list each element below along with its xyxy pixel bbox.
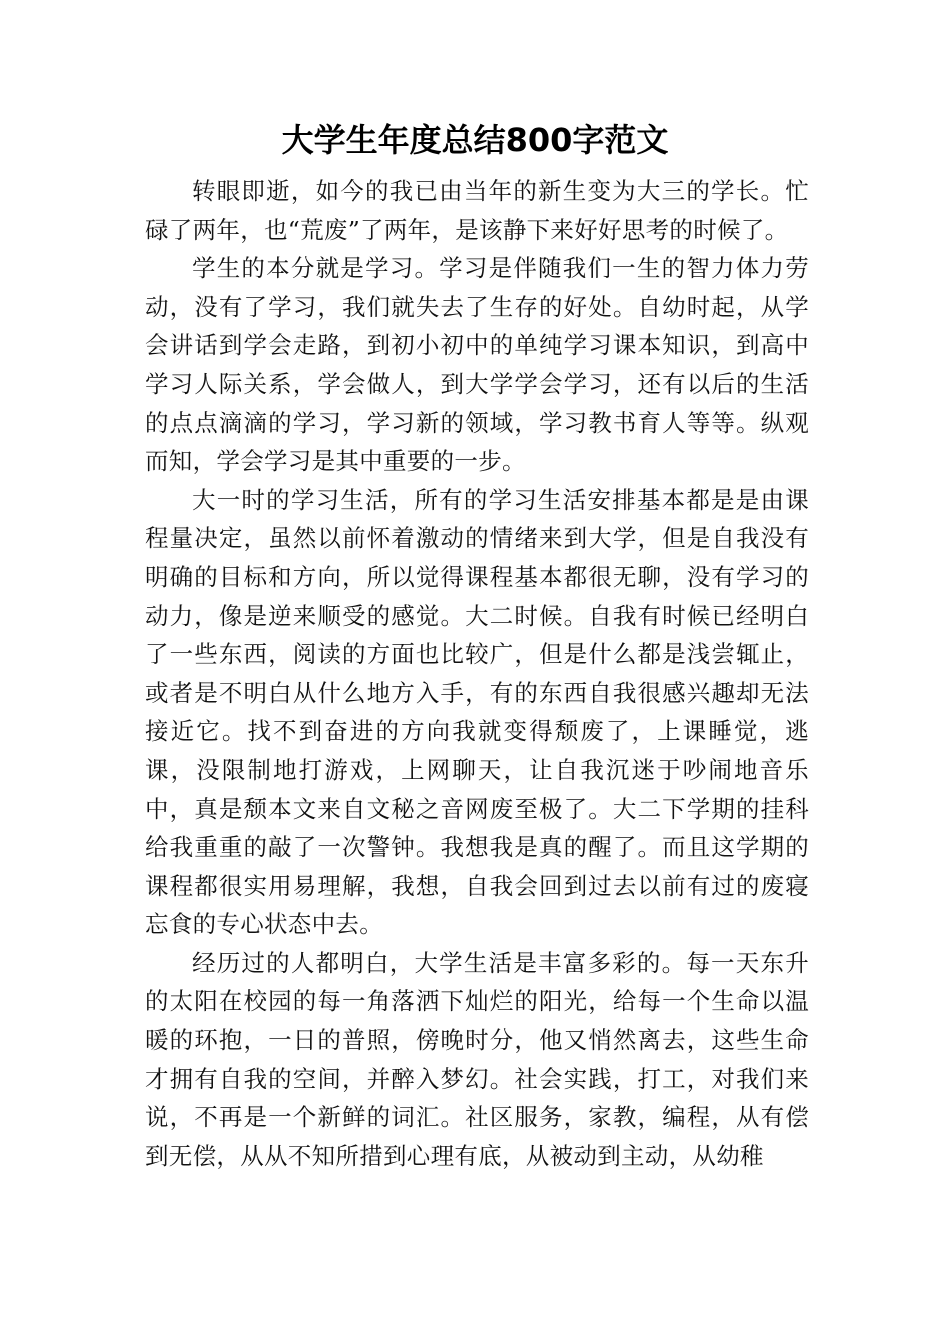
- document-body: [145, 172, 809, 1175]
- paragraph-1: 转眼即逝，如今的我已由当年的新生变为大三的学长。忙碌了两年，也“荒废”了两年，是该静下来好好思考的时候了。: [145, 177, 809, 244]
- document-title: 大学生年度总结800字范文: [281, 121, 669, 159]
- paragraph-2: 学生的本分就是学习。学习是伴随我们一生的智力体力劳动，没有了学习，我们就失去了生存的好处。自幼时起，从学会讲话到学会走路，到初小初中的单纯学习课本知识，到高中学习人际关系，学会做人，到大学学会学习，还有以后的生活的点点滴滴的学习，学习新的领域，学习教书育人等等。纵观而知，学会学习是其中重要的一步。: [145, 254, 809, 476]
- paragraph-4: 经历过的人都明白，大学生活是丰富多彩的。每一天东升的太阳在校园的每一角落洒下灿烂的阳光，给每一个生命以温暖的环抱，一日的普照，傍晚时分，他又悄然离去，这些生命才拥有自我的空间，并醉入梦幻。社会实践，打工，对我们来说，不再是一个新鲜的词汇。社区服务，家教，编程，从有偿到无偿，从从不知所措到心理有底，从被动到主动，从幼稚: [145, 948, 809, 1170]
- paragraph-3: 大一时的学习生活，所有的学习生活安排基本都是是由课程量决定，虽然以前怀着激动的情绪来到大学，但是自我没有明确的目标和方向，所以觉得课程基本都很无聊，没有学习的动力，像是逆来顺受的感觉。大二时候。自我有时候已经明白了一些东西，阅读的方面也比较广，但是什么都是浅尝辄止，或者是不明白从什么地方入手，有的东西自我很感兴趣却无法接近它。找不到奋进的方向我就变得颓废了，上课睡觉，逃课，没限制地打游戏，上网聊天，让自我沉迷于吵闹地音乐中，真是颓本文来自文秘之音网废至极了。大二下学期的挂科给我重重的敲了一次警钟。我想我是真的醒了。而且这学期的课程都很实用易理解，我想，自我会回到过去以前有过的废寝忘食的专心状态中去。: [145, 485, 809, 939]
